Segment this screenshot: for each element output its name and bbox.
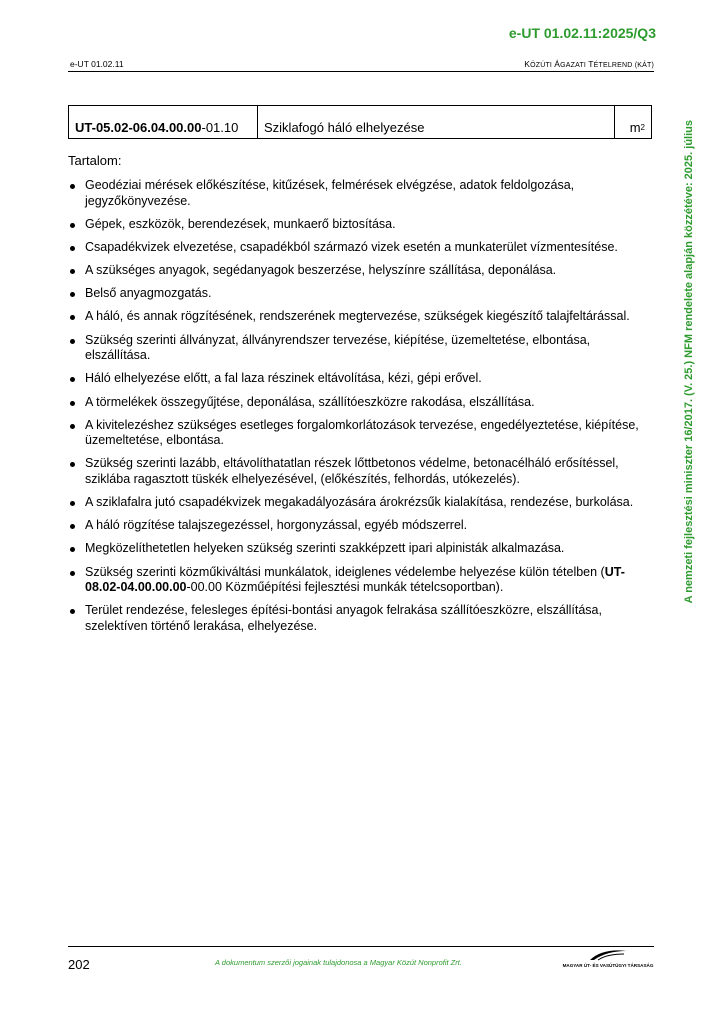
- bullet-icon: [70, 184, 75, 189]
- header-title-cap-t: T: [588, 59, 594, 69]
- list-item-text: A háló rögzítése talajszegezéssel, horgonyzással, egyéb módszerrel.: [85, 518, 468, 533]
- society-logo: [562, 948, 654, 972]
- list-item: [68, 518, 640, 534]
- bullet-icon: [70, 524, 75, 529]
- item-code-cell: [69, 106, 258, 138]
- header-title-part3: ÉTELREND (KÁT): [593, 62, 654, 69]
- bullet-icon: [70, 424, 75, 429]
- bullet-icon: [70, 315, 75, 320]
- list-item: [68, 178, 640, 209]
- list-item: [68, 603, 640, 634]
- bullet-icon: [70, 377, 75, 382]
- list-item-text: A törmelékek összegyűjtése, deponálása, szállítóeszközre rakodása, elszállítása.: [85, 394, 535, 409]
- list-item-text: Terület rendezése, felesleges építési-bontási anyagok felrakása szállítóeszközre, elszállítása, szelektíven történő lerakása, elhelyezése.: [85, 603, 602, 633]
- list-item: [68, 371, 640, 387]
- list-item: [68, 286, 640, 302]
- header-left-code: e-UT 01.02.11: [70, 59, 124, 69]
- bullet-icon: [70, 547, 75, 552]
- list-item-text: Szükség szerinti lazább, eltávolíthatatlan részek lőttbetonos védelme, betonacélháló erősítéssel, sziklába ragasztott tüskék elhelyezésével, (előkészítés, felhordás, utókezelés).: [85, 456, 619, 486]
- list-item: [68, 495, 640, 511]
- item-name-cell: [258, 106, 615, 138]
- list-item: [68, 456, 640, 487]
- list-item-text: Belső anyagmozgatás.: [85, 286, 212, 301]
- item-unit: m: [629, 119, 641, 135]
- side-legal-note: [678, 96, 700, 628]
- list-item-text: Szükség szerinti közműkiváltási munkálatok, ideiglenes védelembe helyezése külön tételben (: [85, 564, 605, 579]
- item-unit-cell: [615, 106, 651, 138]
- list-item-text: A sziklafalra jutó csapadékvizek megakadályozására árokrézsűk kialakítása, rendezése, burkolása.: [85, 495, 634, 510]
- bullet-icon: [70, 571, 75, 576]
- list-item: [68, 263, 640, 279]
- list-item: [68, 333, 640, 364]
- list-item: [68, 217, 640, 233]
- contents-label: Tartalom:: [68, 153, 122, 168]
- item-code-bold: UT-05.02-06.04.00.00: [75, 119, 202, 135]
- list-item-text: A kivitelezéshez szükséges esetleges forgalomkorlátozások tervezése, engedélyeztetése, kiépítése, üzemeltetése, elbontása.: [85, 417, 639, 448]
- bullet-icon: [70, 246, 75, 251]
- list-item-text: Szükség szerinti állványzat, állványrendszer tervezése, kiépítése, üzemeltetése, elbontása, elszállítása.: [85, 332, 591, 363]
- list-item-text: Csapadékvizek elvezetése, csapadékból származó vizek esetén a munkaterület vízmentesítése.: [85, 239, 618, 254]
- side-legal-note-text: A nemzeti fejlesztési miniszter 16/2017. (V. 25.) NFM rendelete alapján közzétéve: 2025. július: [683, 120, 695, 604]
- item-unit-exponent: 2: [640, 122, 645, 132]
- bullet-icon: [70, 292, 75, 297]
- list-item: [68, 565, 640, 596]
- bullet-icon: [70, 339, 75, 344]
- bullet-icon: [70, 223, 75, 228]
- document-code: e-UT 01.02.11:2025/Q3: [508, 25, 656, 41]
- referenced-item-code: UT-08.02-04.00.00.00: [85, 564, 625, 595]
- contents-list: [68, 178, 640, 642]
- list-item-text: A háló, és annak rögzítésének, rendszerének megtervezése, szükségek kiegészítő talajfeltárással.: [85, 309, 630, 324]
- copyright-notice: A dokumentum szerzői jogainak tulajdonosa a Magyar Közút Nonprofit Zrt.: [215, 958, 462, 967]
- header-right-title: [524, 59, 654, 69]
- list-item-text: Gépek, eszközök, berendezések, munkaerő biztosítása.: [85, 216, 396, 231]
- bullet-icon: [70, 269, 75, 274]
- bullet-icon: [70, 462, 75, 467]
- list-item-text: Háló elhelyezése előtt, a fal laza részinek eltávolítása, kézi, gépi erővel.: [85, 371, 482, 386]
- bullet-icon: [70, 401, 75, 406]
- header-title-cap-k: K: [524, 59, 531, 69]
- list-item-text: A szükséges anyagok, segédanyagok beszerzése, helyszínre szállítása, deponálása.: [85, 263, 557, 278]
- item-name: Sziklafogó háló elhelyezése: [264, 119, 425, 135]
- list-item: [68, 541, 640, 557]
- footer-divider: [68, 946, 654, 947]
- item-header-table: [68, 105, 652, 139]
- road-swoosh-icon: [588, 948, 628, 962]
- bullet-icon: [70, 609, 75, 614]
- bullet-icon: [70, 501, 75, 506]
- header-title-cap-a: Á: [554, 59, 561, 69]
- header-divider: [68, 71, 654, 72]
- item-code-suffix: -01.10: [201, 119, 239, 135]
- list-item-text: Geodéziai mérések előkészítése, kitűzések, felmérések elvégzése, adatok feldolgozása, jegyzőkönyvezése.: [85, 178, 575, 208]
- list-item-text-cont: -00.00 Közműépítési fejlesztési munkák tételcsoportban).: [186, 580, 504, 595]
- list-item: [68, 309, 640, 325]
- list-item: [68, 418, 640, 449]
- list-item-text: Megközelíthetetlen helyeken szükség szerinti szakképzett ipari alpinisták alkalmazása.: [85, 541, 565, 556]
- page-number: 202: [68, 957, 90, 972]
- logo-text: MAGYAR ÚT- ÉS VASÚTÜGYI TÁRSASÁG: [562, 963, 654, 968]
- list-item: [68, 240, 640, 256]
- header-title-part1: ÖZÚTI: [530, 62, 555, 69]
- list-item: [68, 395, 640, 411]
- header-title-part2: GAZATI: [560, 62, 589, 69]
